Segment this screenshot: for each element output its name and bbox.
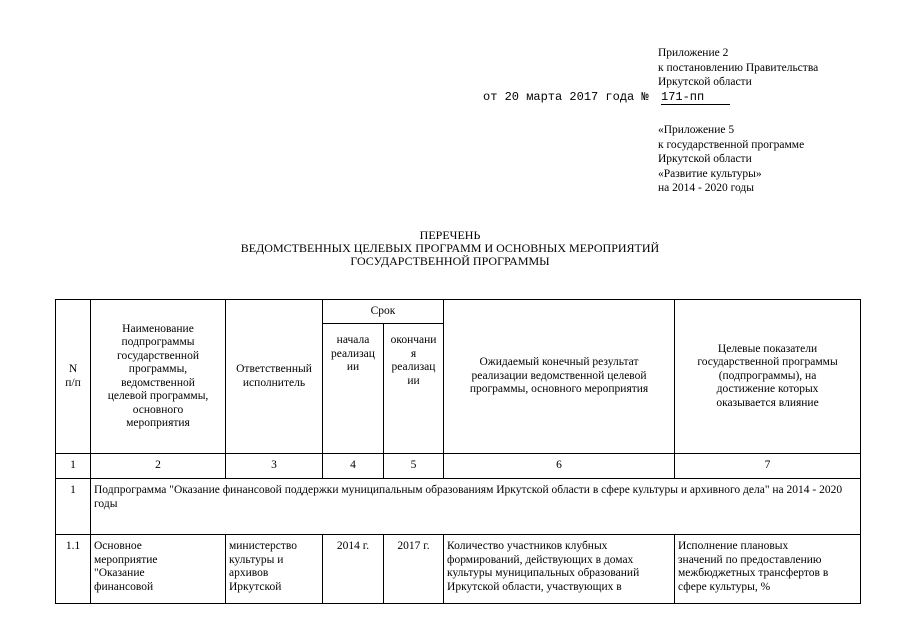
header-text: подпрограммы — [121, 336, 195, 348]
column-numbers-row — [56, 454, 861, 479]
decree-number-field — [661, 90, 730, 105]
column-number: 7 — [675, 454, 861, 479]
subprogram-num: 1 — [56, 479, 91, 535]
cell-line: культуры и — [229, 553, 284, 566]
decree-number: 171-пп — [661, 90, 730, 105]
cell-line: министерство — [229, 540, 297, 552]
cell-line: Иркутской — [229, 580, 282, 593]
header-text: реализац — [331, 347, 375, 360]
row-end: 2017 г. — [384, 535, 444, 604]
appendix-5-line: на 2014 - 2020 годы — [658, 182, 755, 194]
row-indicators — [675, 535, 861, 604]
cell-line: "Оказание — [94, 567, 145, 579]
header-text: программы, основного мероприятия — [469, 383, 649, 396]
header-text: (подпрограммы), на — [718, 369, 817, 382]
cell-line: мероприятие — [94, 553, 158, 566]
title-line: ПЕРЕЧЕНЬ — [419, 228, 481, 242]
header-text: исполнитель — [242, 376, 306, 389]
header-end — [384, 324, 444, 454]
appendix-2-block — [658, 46, 898, 90]
header-text: п/п — [65, 376, 81, 389]
header-executor — [226, 300, 323, 454]
header-start — [323, 324, 384, 454]
row-indicators-text — [678, 540, 857, 602]
cell-line: Основное — [94, 540, 142, 552]
title-line: ГОСУДАРСТВЕННОЙ ПРОГРАММЫ — [350, 254, 550, 268]
row-executor-text — [229, 540, 319, 602]
table-row — [56, 535, 861, 604]
cell-line: финансовой — [94, 580, 154, 593]
header-text: реализации ведомственной целевой — [471, 369, 647, 382]
header-text: Целевые показатели — [717, 342, 818, 355]
header-row — [56, 300, 861, 324]
row-start: 2014 г. — [323, 535, 384, 604]
header-text: целевой программы, — [107, 390, 209, 402]
subprogram-row — [56, 479, 861, 535]
column-number: 2 — [91, 454, 226, 479]
header-text: мероприятия — [126, 417, 190, 429]
header-text: достижение которых — [716, 383, 819, 396]
row-executor — [226, 535, 323, 604]
appendix-2-line: Приложение 2 — [658, 47, 729, 59]
header-text: государственной — [117, 349, 199, 362]
row-name-text — [94, 540, 222, 602]
header-text: Ответственный — [236, 363, 312, 375]
row-num: 1.1 — [56, 535, 91, 604]
cell-line: Количество участников клубных — [447, 540, 608, 552]
header-text: реализац — [391, 361, 436, 373]
appendix-5-line: к государственной программе — [658, 138, 805, 151]
header-period: Срок — [323, 300, 444, 324]
row-name — [91, 535, 226, 604]
appendix-5-line: «Развитие культуры» — [658, 167, 762, 180]
header-text: основного — [132, 403, 184, 416]
cell-line: Иркутской области, участвующих в — [447, 580, 622, 593]
appendix-2-line: Иркутской области — [658, 76, 752, 88]
column-number: 6 — [444, 454, 675, 479]
appendix-5-line: Иркутской области — [658, 153, 752, 165]
header-text: Ожидаемый конечный результат — [479, 356, 639, 369]
header-text: оказывается влияние — [716, 396, 819, 409]
programs-table — [55, 299, 861, 604]
decree-date: от 20 марта 2017 года № — [483, 90, 649, 104]
row-result-text — [447, 540, 671, 602]
header-text: ии — [407, 374, 420, 387]
cell-line: межбюджетных трансфертов в — [678, 567, 829, 579]
header-text: государственной программы — [697, 356, 838, 369]
cell-line: значений по предоставлению — [678, 553, 822, 566]
header-text: программы, — [128, 363, 188, 375]
column-number: 1 — [56, 454, 91, 479]
cell-line: архивов — [229, 567, 269, 579]
header-text: начала — [336, 334, 370, 346]
appendix-5-line: «Приложение 5 — [658, 124, 735, 136]
header-indicators — [675, 300, 861, 454]
appendix-2-line: к постановлению Правительства — [658, 61, 819, 74]
column-number: 5 — [384, 454, 444, 479]
cell-line: Исполнение плановых — [678, 540, 789, 552]
cell-line: культуры муниципальных образований — [447, 567, 640, 579]
header-name — [91, 300, 226, 454]
header-text: N — [68, 363, 78, 375]
header-text: окончани — [390, 334, 437, 346]
document-title — [150, 229, 750, 268]
header-text: я — [410, 347, 417, 360]
title-line: ВЕДОМСТВЕННЫХ ЦЕЛЕВЫХ ПРОГРАММ И ОСНОВНЫХ МЕРОПРИЯТИЙ — [240, 241, 660, 255]
cell-line: формирований, действующих в домах — [447, 553, 634, 566]
header-text: ии — [346, 361, 360, 373]
column-number: 4 — [323, 454, 384, 479]
row-result — [444, 535, 675, 604]
subprogram-title: Подпрограмма "Оказание финансовой поддержки муниципальным образованиям Иркутской области в сфере культуры и архивного дела" на 2014 - 2020 годы — [91, 479, 861, 535]
appendix-5-block — [658, 123, 898, 196]
header-text: Наименование — [122, 322, 194, 335]
column-number: 3 — [226, 454, 323, 479]
header-num — [56, 300, 91, 454]
header-result — [444, 300, 675, 454]
cell-line: сфере культуры, % — [678, 580, 771, 593]
header-text: ведомственной — [121, 376, 195, 389]
